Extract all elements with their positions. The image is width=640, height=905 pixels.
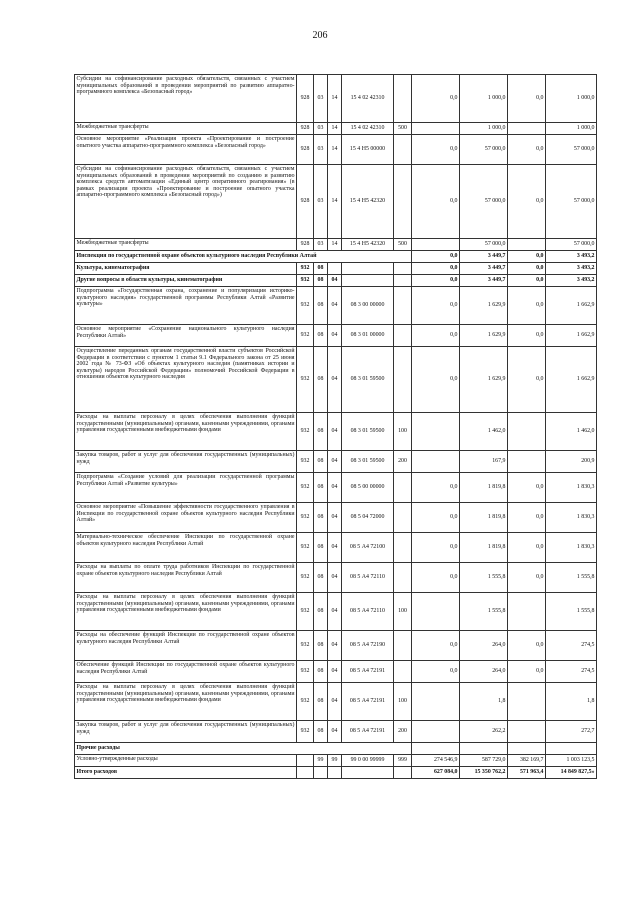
row-target-article: 15 4 Н5 42320 [342,239,394,251]
row-expense-type: 500 [394,239,412,251]
row-value-3: 0,0 [508,503,546,533]
row-value-3 [508,683,546,721]
row-value-4: 1 662,9 [546,287,597,325]
row-value-2: 1,8 [460,683,508,721]
row-value-1: 0,0 [412,251,460,263]
row-gl-code: 932 [297,631,314,661]
row-expense-type [394,503,412,533]
row-value-1: 0,0 [412,75,460,123]
row-value-4: 14 849 827,5» [546,767,597,779]
row-value-4: 57 000,0 [546,165,597,239]
row-gl-code: 932 [297,413,314,451]
table-row [75,275,597,287]
row-value-2: 1 819,8 [460,473,508,503]
row-expense-type [394,533,412,563]
row-subsection-code: 04 [328,275,342,287]
row-subsection-code: 04 [328,721,342,743]
row-section-code: 08 [314,325,328,347]
row-target-article: 08 5 04 72000 [342,503,394,533]
row-subsection-code: 04 [328,503,342,533]
row-section-code: 03 [314,165,328,239]
row-gl-code: 932 [297,661,314,683]
row-subsection-code: 14 [328,75,342,123]
row-value-1 [412,743,460,755]
row-value-3: 0,0 [508,661,546,683]
table-row [75,325,597,347]
row-name: Закупка товаров, работ и услуг для обеспечения государственных (муниципальных) нужд [75,721,297,743]
row-name: Материально-техническое обеспечение Инспекции по государственной охране объектов культурного наследия Республики Алтай [75,533,297,563]
row-section-code: 08 [314,661,328,683]
row-value-2: 1 629,9 [460,325,508,347]
row-value-4: 1 555,8 [546,593,597,631]
row-value-2: 1 000,0 [460,123,508,135]
table-row [75,263,597,275]
row-value-3: 0,0 [508,631,546,661]
row-section-code: 03 [314,75,328,123]
row-value-3 [508,451,546,473]
row-gl-code: 928 [297,135,314,165]
row-subsection-code: 04 [328,661,342,683]
row-expense-type [394,275,412,287]
row-value-3 [508,413,546,451]
page-number: 206 [312,30,328,41]
row-value-3: 571 963,4 [508,767,546,779]
row-value-4: 1 830,3 [546,533,597,563]
row-value-1: 0,0 [412,661,460,683]
row-value-4: 200,9 [546,451,597,473]
row-section-code [314,767,328,779]
row-subsection-code: 04 [328,325,342,347]
table-row [75,503,597,533]
row-value-4: 1 003 123,5 [546,755,597,767]
row-section-code: 03 [314,239,328,251]
row-section-code: 08 [314,275,328,287]
row-value-2: 1 629,9 [460,287,508,325]
row-target-article [342,767,394,779]
row-value-4: 1 555,8 [546,563,597,593]
row-value-1: 274 546,9 [412,755,460,767]
row-section-code: 08 [314,451,328,473]
row-value-2: 3 449,7 [460,263,508,275]
row-value-2: 264,0 [460,631,508,661]
row-gl-code: 932 [297,721,314,743]
table-row [75,239,597,251]
row-value-1: 0,0 [412,263,460,275]
row-expense-type [394,287,412,325]
row-expense-type [394,631,412,661]
row-name: Межбюджетные трансферты [75,123,297,135]
row-subsection-code: 04 [328,631,342,661]
row-section-code: 08 [314,631,328,661]
row-value-3: 0,0 [508,165,546,239]
table-row [75,721,597,743]
row-target-article: 08 3 01 59500 [342,413,394,451]
row-value-2: 57 000,0 [460,165,508,239]
row-value-3: 0,0 [508,251,546,263]
row-target-article: 08 3 01 00000 [342,325,394,347]
row-value-2: 57 000,0 [460,135,508,165]
row-subsection-code: 14 [328,135,342,165]
row-subsection-code: 14 [328,239,342,251]
table-row [75,631,597,661]
table-row [75,533,597,563]
row-section-code: 08 [314,347,328,413]
row-value-1: 0,0 [412,325,460,347]
row-subsection-code: 99 [328,755,342,767]
row-value-3: 0,0 [508,287,546,325]
row-expense-type [394,165,412,239]
row-value-3: 0,0 [508,563,546,593]
row-name: Расходы на обеспечение функций Инспекции по государственной охране объектов культурного наследия Республики Алтай [75,631,297,661]
row-value-3 [508,123,546,135]
row-target-article: 99 0 00 99999 [342,755,394,767]
table-row [75,473,597,503]
row-target-article: 08 3 01 59500 [342,451,394,473]
row-value-3 [508,593,546,631]
row-target-article: 08 5 А4 72110 [342,593,394,631]
row-subsection-code: 14 [328,165,342,239]
table-row [75,593,597,631]
row-section-code: 08 [314,683,328,721]
row-section-code: 03 [314,135,328,165]
row-target-article: 08 5 А4 72191 [342,661,394,683]
row-value-1 [412,123,460,135]
row-gl-code: 932 [297,347,314,413]
row-value-1 [412,721,460,743]
row-value-3 [508,721,546,743]
row-target-article: 15 4 Н5 42320 [342,165,394,239]
row-value-2: 3 449,7 [460,251,508,263]
row-value-3: 0,0 [508,533,546,563]
row-gl-code: 932 [297,473,314,503]
row-value-2: 167,9 [460,451,508,473]
row-subsection-code: 04 [328,451,342,473]
row-target-article: 15 4 02 42310 [342,123,394,135]
row-section-code: 08 [314,263,328,275]
row-value-3: 382 169,7 [508,755,546,767]
row-value-4: 1 830,3 [546,503,597,533]
row-value-3: 0,0 [508,75,546,123]
table-row [75,563,597,593]
row-gl-code: 932 [297,263,314,275]
row-value-4: 1 662,9 [546,347,597,413]
row-value-4: 1 662,9 [546,325,597,347]
row-value-3: 0,0 [508,347,546,413]
row-gl-code: 932 [297,287,314,325]
row-expense-type: 500 [394,123,412,135]
row-gl-code: 928 [297,75,314,123]
row-gl-code: 932 [297,503,314,533]
row-value-2: 1 462,0 [460,413,508,451]
row-section-code: 08 [314,287,328,325]
row-value-4: 274,5 [546,661,597,683]
table-row [75,287,597,325]
row-target-article: 15 4 Н5 00000 [342,135,394,165]
row-subsection-code: 04 [328,287,342,325]
row-name: Осуществление переданных органам государственной власти субъектов Российской Федерации в соответствии с пунктом 1 статьи 9.1 Федерального закона от 25 июня 2002 года № 73-ФЗ «Об объектах культурного наследия (памятниках истории и культуры) народов Российской Федерации» полномочий Российской Федерации в отношении объектов культурного наследия [75,347,297,413]
row-value-4: 272,7 [546,721,597,743]
row-expense-type [394,135,412,165]
row-value-1 [412,239,460,251]
row-target-article: 08 5 А4 72191 [342,721,394,743]
row-value-1 [412,413,460,451]
row-value-4: 57 000,0 [546,135,597,165]
row-value-2: 3 449,7 [460,275,508,287]
budget-table [74,74,597,779]
row-name: Межбюджетные трансферты [75,239,297,251]
table-row [75,661,597,683]
row-name: Культура, кинематография [75,263,297,275]
table-row [75,123,597,135]
row-target-article: 08 3 01 59500 [342,347,394,413]
row-value-3 [508,239,546,251]
table-row [75,451,597,473]
row-value-1: 0,0 [412,135,460,165]
row-value-1 [412,683,460,721]
row-section-code: 03 [314,123,328,135]
row-value-2: 1 555,8 [460,563,508,593]
row-value-3: 0,0 [508,325,546,347]
row-value-1 [412,593,460,631]
row-subsection-code [328,263,342,275]
row-expense-type [394,325,412,347]
row-value-2: 1 000,0 [460,75,508,123]
row-subsection-code: 04 [328,563,342,593]
row-value-1: 0,0 [412,275,460,287]
row-expense-type [394,563,412,593]
row-target-article [342,275,394,287]
table-row [75,683,597,721]
row-value-1: 0,0 [412,347,460,413]
row-value-3 [508,743,546,755]
row-value-3: 0,0 [508,135,546,165]
row-expense-type [394,661,412,683]
row-value-2: 1 629,9 [460,347,508,413]
row-section-code: 08 [314,413,328,451]
row-gl-code: 928 [297,239,314,251]
row-value-3: 0,0 [508,263,546,275]
table-row [75,75,597,123]
row-subsection-code: 04 [328,533,342,563]
row-value-1: 0,0 [412,473,460,503]
row-value-2: 57 000,0 [460,239,508,251]
row-value-1: 627 084,0 [412,767,460,779]
row-value-1: 0,0 [412,563,460,593]
row-target-article: 08 5 А4 72190 [342,631,394,661]
row-name: Подпрограмма «Создание условий для реализации государственной программы Республики Алтай «Развитие культуры» [75,473,297,503]
row-gl-code: 928 [297,123,314,135]
row-value-1: 0,0 [412,503,460,533]
row-subsection-code: 04 [328,683,342,721]
table-body [75,75,597,779]
row-name: Субсидии на софинансирование расходных обязательств, связанных с участием муниципальных образований в проведении мероприятий по развитию аппаратно-программного комплекса «Безопасный город» [75,75,297,123]
row-name: Другие вопросы в области культуры, кинематографии [75,275,297,287]
row-gl-code: 932 [297,593,314,631]
row-target-article: 08 5 А4 72110 [342,563,394,593]
row-gl-code: 932 [297,683,314,721]
row-gl-code: 932 [297,275,314,287]
row-name: Прочие расходы [75,743,412,755]
row-value-4 [546,743,597,755]
row-section-code: 08 [314,563,328,593]
row-expense-type [394,767,412,779]
row-subsection-code: 04 [328,347,342,413]
row-name: Основное мероприятие «Повышение эффективности государственного управления в Инспекции по государственной охране объектов культурного наследия Республики Алтай» [75,503,297,533]
row-name: Закупка товаров, работ и услуг для обеспечения государственных (муниципальных) нужд [75,451,297,473]
row-expense-type: 200 [394,721,412,743]
row-gl-code: 932 [297,563,314,593]
row-name: Расходы на выплаты персоналу в целях обеспечения выполнения функций государственными (муниципальными) органами, казенными учреждениями, органами управления государственными внебюджетными фондами [75,683,297,721]
table-row [75,755,597,767]
row-section-code: 08 [314,721,328,743]
row-value-2: 1 819,8 [460,533,508,563]
row-section-code: 08 [314,473,328,503]
row-value-4: 3 493,2 [546,275,597,287]
row-subsection-code: 04 [328,473,342,503]
row-subsection-code: 14 [328,123,342,135]
row-value-4: 57 000,0 [546,239,597,251]
row-subsection-code: 04 [328,593,342,631]
row-value-1 [412,451,460,473]
table-row [75,347,597,413]
row-value-2: 1 819,8 [460,503,508,533]
table-row [75,251,597,263]
row-gl-code [297,767,314,779]
row-target-article: 08 5 00 00000 [342,473,394,503]
row-expense-type: 100 [394,593,412,631]
row-expense-type [394,263,412,275]
row-value-2 [460,743,508,755]
row-value-2: 15 350 762,2 [460,767,508,779]
row-name: Расходы на выплаты персоналу в целях обеспечения выполнения функций государственными (муниципальными) органами, казенными учреждениями, органами управления государственными внебюджетными фондами [75,593,297,631]
row-value-4: 3 493,2 [546,263,597,275]
row-expense-type [394,347,412,413]
row-name: Основное мероприятие «Сохранение национального культурного наследия Республики Алтай» [75,325,297,347]
row-value-3: 0,0 [508,275,546,287]
row-value-3: 0,0 [508,473,546,503]
row-expense-type: 100 [394,683,412,721]
row-value-2: 264,0 [460,661,508,683]
row-value-4: 1 000,0 [546,123,597,135]
row-gl-code [297,755,314,767]
row-value-2: 587 729,0 [460,755,508,767]
row-value-1: 0,0 [412,631,460,661]
row-expense-type [394,473,412,503]
row-value-4: 1,8 [546,683,597,721]
row-expense-type: 100 [394,413,412,451]
row-value-4: 274,5 [546,631,597,661]
row-name: Подпрограмма «Государственная охрана, сохранение и популяризация историко-культурного наследия» государственной программы Республики Алтай «Развитие культуры» [75,287,297,325]
row-gl-code: 932 [297,325,314,347]
row-name: Расходы на выплаты по оплате труда работников Инспекции по государственной охране объектов культурного наследия Республики Алтай [75,563,297,593]
row-value-4: 1 000,0 [546,75,597,123]
row-expense-type: 200 [394,451,412,473]
row-expense-type: 999 [394,755,412,767]
row-section-code: 08 [314,533,328,563]
row-target-article: 08 5 А4 72191 [342,683,394,721]
row-target-article [342,263,394,275]
row-gl-code: 932 [297,533,314,563]
table-row [75,165,597,239]
row-target-article: 08 3 00 00000 [342,287,394,325]
row-name: Расходы на выплаты персоналу в целях обеспечения выполнения функций государственными (муниципальными) органами, казенными учреждениями, органами управления государственными внебюджетными фондами [75,413,297,451]
table-row [75,743,597,755]
row-section-code: 99 [314,755,328,767]
table-row [75,413,597,451]
table-row [75,767,597,779]
row-section-code: 08 [314,503,328,533]
row-gl-code: 928 [297,165,314,239]
row-name: Условно-утвержденные расходы [75,755,297,767]
row-value-4: 1 462,0 [546,413,597,451]
row-name: Обеспечение функций Инспекции по государственной охране объектов культурного наследия Республики Алтай [75,661,297,683]
row-name: Итого расходов [75,767,297,779]
row-name: Основное мероприятие «Реализация проекта «Проектирование и построение опытного участка аппаратно-программного комплекса «Безопасный город» [75,135,297,165]
row-target-article: 15 4 02 42310 [342,75,394,123]
row-value-2: 1 555,8 [460,593,508,631]
row-value-2: 262,2 [460,721,508,743]
row-subsection-code: 04 [328,413,342,451]
row-value-1: 0,0 [412,287,460,325]
row-subsection-code [328,767,342,779]
table-row [75,135,597,165]
row-value-4: 3 493,2 [546,251,597,263]
row-target-article: 08 5 А4 72100 [342,533,394,563]
row-value-1: 0,0 [412,165,460,239]
row-section-code: 08 [314,593,328,631]
row-expense-type [394,75,412,123]
row-value-1: 0,0 [412,533,460,563]
row-gl-code: 932 [297,451,314,473]
row-value-4: 1 830,3 [546,473,597,503]
row-name: Субсидии на софинансирование расходных обязательств, связанных с участием муниципальных образований в проведении мероприятий по созданию и развитию комплекса средств автоматизации «Единый центр оперативного реагирования» (в рамках реализации проекта «Проектирование и построение опытного участка аппаратно-программного комплекса «Безопасный город») [75,165,297,239]
row-name: Инспекция по государственной охране объектов культурного наследия Республики Алтай [75,251,412,263]
